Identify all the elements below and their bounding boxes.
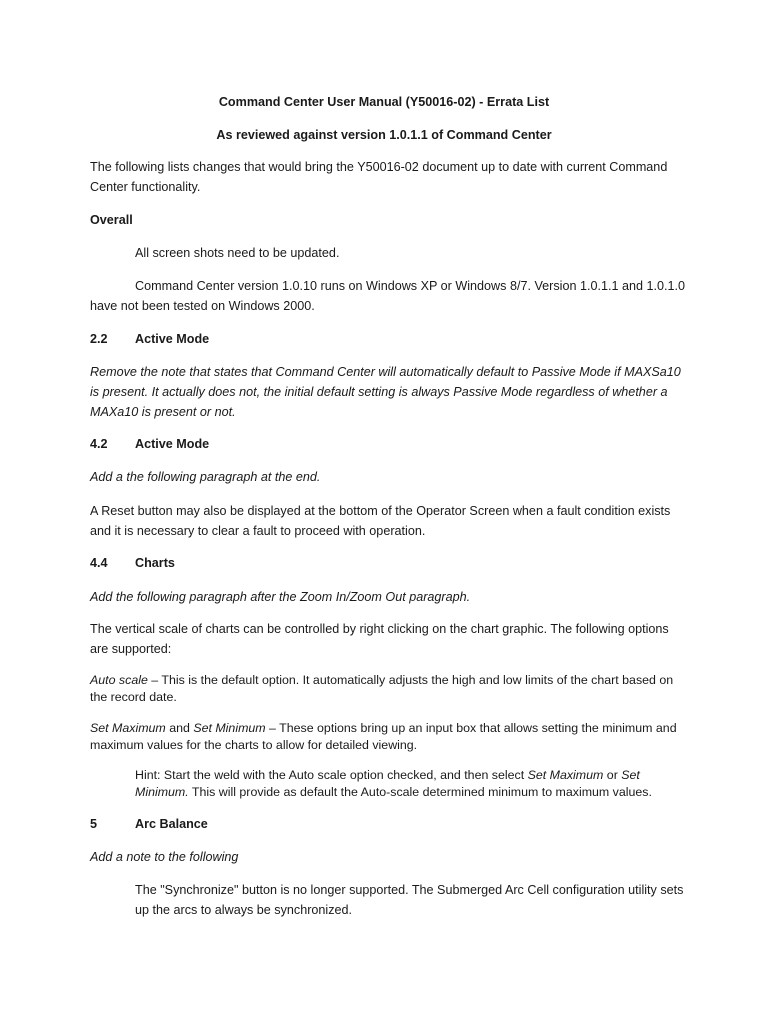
hint-suffix: This will provide as default the Auto-scale determined minimum to maximum values. [188, 785, 652, 799]
section-number: 2.2 [90, 332, 108, 346]
section-2-2-note: Remove the note that states that Command Center will automatically default to Passive Mode if MAXSa10 is present. It actually does not, the initial default setting is always Passive Mode regardless of whether a MAXa10 is present or not. [90, 365, 681, 419]
set-maximum-term: Set Maximum [90, 721, 166, 735]
section-4-4-instruction: Add the following paragraph after the Zoom In/Zoom Out paragraph. [90, 590, 471, 604]
hint-set-maximum: Set Maximum [527, 768, 604, 782]
intro-paragraph: The following lists changes that would bring the Y50016-02 document up to date with current Command Center functionality. [90, 160, 668, 194]
section-title: Active Mode [135, 437, 210, 451]
auto-scale-term: Auto scale [90, 673, 148, 687]
overall-paragraph-1: All screen shots need to be updated. [135, 246, 340, 260]
section-number: 4.2 [90, 437, 108, 451]
heading-section-2-2 [90, 329, 690, 349]
section-4-4-paragraph: The vertical scale of charts can be controlled by right clicking on the chart graphic. The following options are supported: [90, 622, 669, 656]
section-number: 5 [90, 817, 98, 831]
heading-overall [90, 210, 690, 230]
section-title: Arc Balance [135, 817, 208, 831]
overall-paragraph-2: Command Center version 1.0.10 runs on Windows XP or Windows 8/7. Version 1.0.1.1 and 1.0.1.0 have not been tested on Windows 2000. [90, 279, 685, 313]
section-5-paragraph: The "Synchronize" button is no longer supported. The Submerged Arc Cell configuration utility sets up the arcs to always be synchronized. [135, 883, 684, 917]
auto-scale-description: – This is the default option. It automatically adjusts the high and low limits of the chart based on the record date. [90, 673, 674, 704]
section-5-instruction: Add a note to the following [90, 850, 239, 864]
hint-paragraph [135, 767, 695, 801]
document-subtitle: As reviewed against version 1.0.1.1 of Command Center [216, 128, 552, 142]
set-minimum-term: Set Minimum [193, 721, 266, 735]
hint-set-minimum: Set Minimum. [135, 768, 640, 799]
auto-scale-paragraph [90, 672, 690, 706]
heading-section-5 [90, 814, 690, 834]
hint-or: or [603, 768, 622, 782]
set-max-min-paragraph [90, 720, 690, 754]
section-number: 4.4 [90, 556, 108, 570]
document-title: Command Center User Manual (Y50016-02) - Errata List [218, 95, 550, 109]
heading-overall-text: Overall [90, 213, 133, 227]
heading-section-4-2 [90, 434, 690, 454]
heading-section-4-4 [90, 553, 690, 573]
section-4-2-paragraph: A Reset button may also be displayed at the bottom of the Operator Screen when a fault condition exists and it is necessary to clear a fault to proceed with operation. [90, 504, 671, 538]
and-word: and [165, 721, 194, 735]
section-title: Active Mode [135, 332, 210, 346]
section-title: Charts [135, 556, 175, 570]
section-4-2-instruction: Add a the following paragraph at the end. [90, 470, 321, 484]
hint-prefix: Hint: Start the weld with the Auto scale option checked, and then select [135, 768, 528, 782]
set-description: – These options bring up an input box that allows setting the minimum and maximum values for the charts to allow for detailed viewing. [90, 721, 677, 752]
